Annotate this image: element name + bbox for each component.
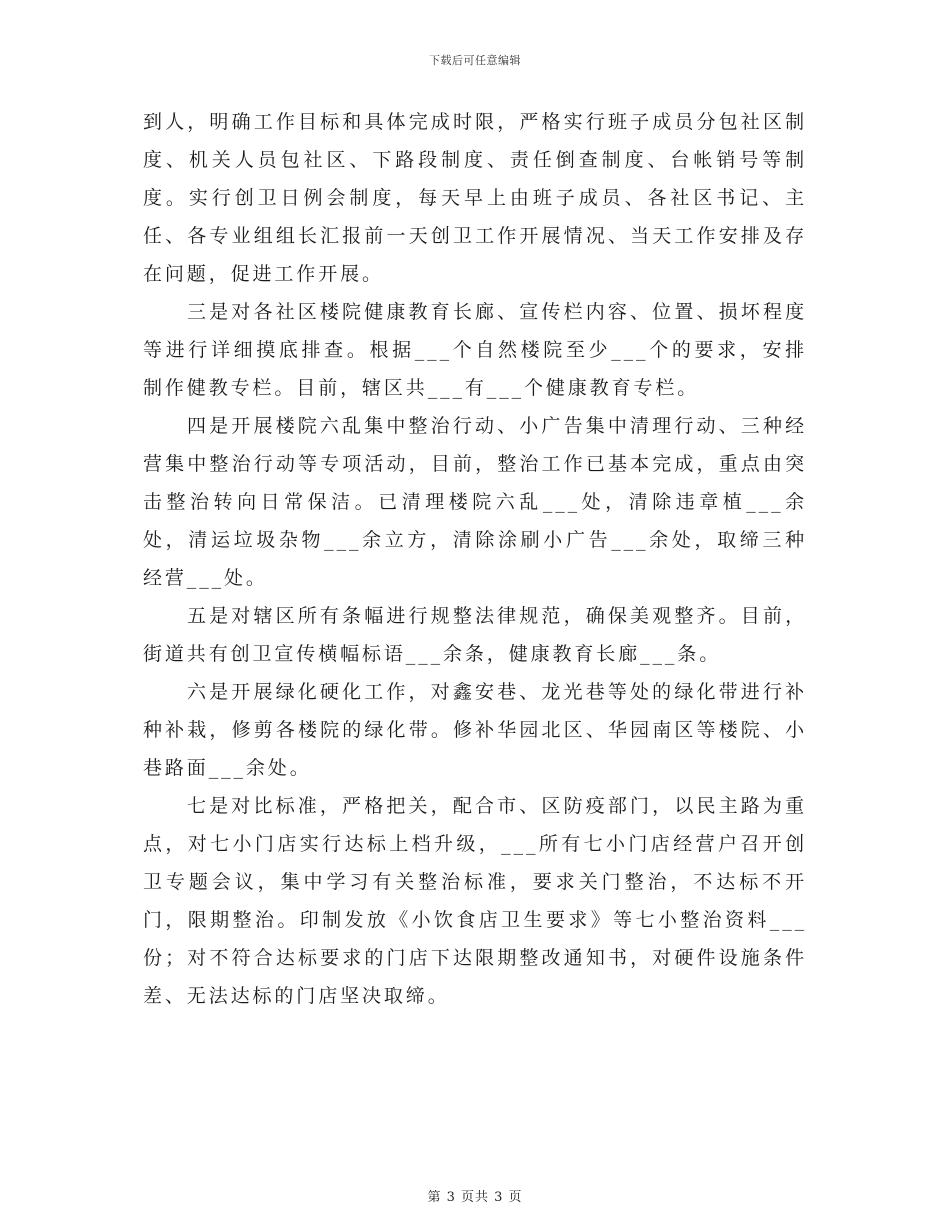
paragraph-item-3: 三是对各社区楼院健康教育长廊、宣传栏内容、位置、损坏程度等进行详细摸底排查。根据___个自然楼院至少___个的要求，安排制作健教专栏。目前，辖区共___有___个健康教育专栏。 (143, 301, 807, 399)
document-body (143, 103, 807, 1015)
paragraph-item-4: 四是开展楼院六乱集中整治行动、小广告集中清理行动、三种经营集中整治行动等专项活动，目前，整治工作已基本完成，重点由突击整治转向日常保洁。已清理楼院六乱___处，清除违章植___余处，清运垃圾杂物___余立方，清除涂刷小广告___余处，取缔三种经营___处。 (143, 415, 807, 589)
paragraph-item-7: 七是对比标准，严格把关，配合市、区防疫部门，以民主路为重点，对七小门店实行达标上档升级，___所有七小门店经营户召开创卫专题会议，集中学习有关整治标准，要求关门整治，不达标不开门，限期整治。印制发放《小饮食店卫生要求》等七小整治资料___份；对不符合达标要求的门店下达限期整改通知书，对硬件设施条件差、无法达标的门店坚决取缔。 (143, 795, 807, 1007)
page-footer: 第 3 页共 3 页 (427, 1190, 523, 1205)
page-header: 下载后可任意编辑 (429, 54, 521, 67)
paragraph-item-6: 六是开展绿化硬化工作，对鑫安巷、龙光巷等处的绿化带进行补种补栽，修剪各楼院的绿化带。修补华园北区、华园南区等楼院、小巷路面___余处。 (143, 681, 807, 779)
paragraph-continuation: 到人，明确工作目标和具体完成时限，严格实行班子成员分包社区制度、机关人员包社区、下路段制度、责任倒查制度、台帐销号等制度。实行创卫日例会制度，每天早上由班子成员、各社区书记、主任、各专业组组长汇报前一天创卫工作开展情况、当天工作安排及存在问题，促进工作开展。 (143, 111, 807, 285)
paragraph-item-5: 五是对辖区所有条幅进行规整法律规范，确保美观整齐。目前，街道共有创卫宣传横幅标语___余条，健康教育长廊___条。 (143, 605, 807, 665)
